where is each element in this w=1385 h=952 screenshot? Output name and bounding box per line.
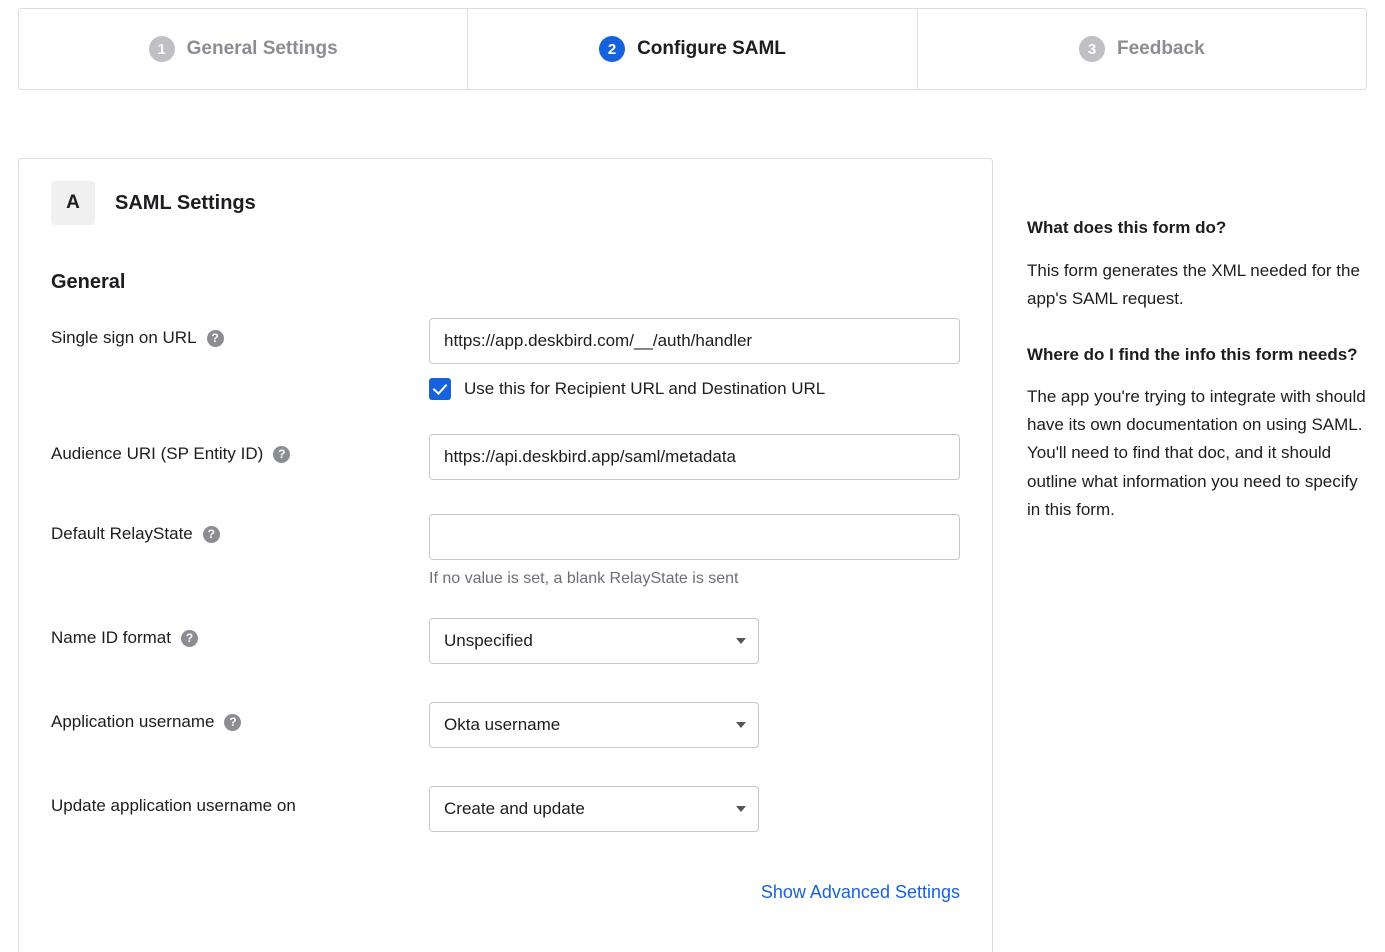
help-title-where-find-info: Where do I find the info this form needs? — [1027, 344, 1358, 364]
use-for-recipient-label: Use this for Recipient URL and Destination URL — [464, 379, 826, 398]
step-label-feedback: Feedback — [1116, 38, 1205, 59]
sso-url-checkbox-row[interactable] — [429, 378, 960, 400]
label-application-username — [51, 702, 429, 732]
sso-url-input[interactable] — [429, 318, 960, 364]
field-row-name-id-format — [19, 618, 992, 664]
help-body-what-form-does: This form generates the XML needed for the app's SAML request. — [1027, 260, 1360, 308]
step-configure-saml[interactable] — [468, 9, 917, 89]
application-username-select[interactable] — [429, 702, 759, 748]
field-row-update-username-on — [19, 786, 992, 832]
step-number-2: 2 — [599, 36, 625, 62]
field-row-audience-uri — [19, 434, 992, 480]
help-icon-audience-uri[interactable]: ? — [273, 446, 290, 463]
field-name-id-format — [429, 618, 960, 664]
show-advanced-settings-link[interactable]: Show Advanced Settings — [760, 882, 960, 902]
field-application-username — [429, 702, 960, 748]
help-icon-name-id-format[interactable]: ? — [181, 630, 198, 647]
help-icon-relay-state[interactable]: ? — [203, 526, 220, 543]
label-update-username-on — [51, 786, 429, 816]
label-text-relay-state: Default RelayState — [51, 524, 193, 543]
chevron-down-icon — [736, 806, 746, 812]
label-sso-url — [51, 318, 429, 348]
help-block-where-find-info — [1027, 343, 1367, 524]
chevron-down-icon — [736, 722, 746, 728]
relay-state-hint: If no value is set, a blank RelayState is sent — [429, 570, 739, 587]
field-row-application-username — [19, 702, 992, 748]
step-number-3: 3 — [1079, 36, 1105, 62]
use-for-recipient-checkbox[interactable] — [429, 378, 451, 400]
label-text-application-username: Application username — [51, 712, 215, 731]
field-sso-url — [429, 318, 960, 400]
saml-form — [19, 318, 992, 903]
label-text-sso-url: Single sign on URL — [51, 328, 197, 347]
field-row-sso-url — [19, 318, 992, 400]
step-label-general-settings: General Settings — [186, 38, 338, 59]
wizard-stepper — [18, 8, 1367, 90]
page-content — [0, 158, 1385, 952]
label-name-id-format — [51, 618, 429, 648]
panel-title: SAML Settings — [115, 191, 256, 214]
relay-state-input[interactable] — [429, 514, 960, 560]
saml-settings-panel — [18, 158, 993, 952]
help-icon-sso-url[interactable]: ? — [207, 330, 224, 347]
panel-section-badge: A — [51, 181, 95, 225]
help-body-where-find-info: The app you're trying to integrate with should have its own documentation on using SAML. You'll need to find that doc, and it should outline what information you need to specify in this form. — [1027, 387, 1366, 519]
section-title-general: General — [51, 271, 126, 293]
label-text-audience-uri: Audience URI (SP Entity ID) — [51, 444, 264, 463]
update-username-on-value: Create and update — [444, 799, 585, 818]
label-text-name-id-format: Name ID format — [51, 628, 171, 647]
field-audience-uri — [429, 434, 960, 480]
update-username-on-select[interactable] — [429, 786, 759, 832]
label-audience-uri — [51, 434, 429, 464]
step-label-configure-saml: Configure SAML — [637, 38, 786, 59]
advanced-settings-row — [19, 844, 992, 903]
name-id-format-select[interactable] — [429, 618, 759, 664]
field-relay-state — [429, 514, 960, 588]
name-id-format-value: Unspecified — [444, 631, 533, 650]
help-icon-application-username[interactable]: ? — [224, 714, 241, 731]
help-sidebar — [1027, 158, 1367, 554]
step-number-1: 1 — [149, 36, 175, 62]
step-feedback[interactable] — [918, 9, 1366, 89]
label-text-update-username-on: Update application username on — [51, 796, 296, 815]
field-update-username-on — [429, 786, 960, 832]
field-row-relay-state — [19, 514, 992, 588]
label-relay-state — [51, 514, 429, 544]
help-block-what-form-does — [1027, 216, 1367, 313]
audience-uri-input[interactable] — [429, 434, 960, 480]
application-username-value: Okta username — [444, 715, 561, 734]
help-title-what-form-does: What does this form do? — [1027, 218, 1227, 237]
panel-header — [19, 181, 992, 225]
step-general-settings[interactable] — [19, 9, 468, 89]
chevron-down-icon — [736, 638, 746, 644]
